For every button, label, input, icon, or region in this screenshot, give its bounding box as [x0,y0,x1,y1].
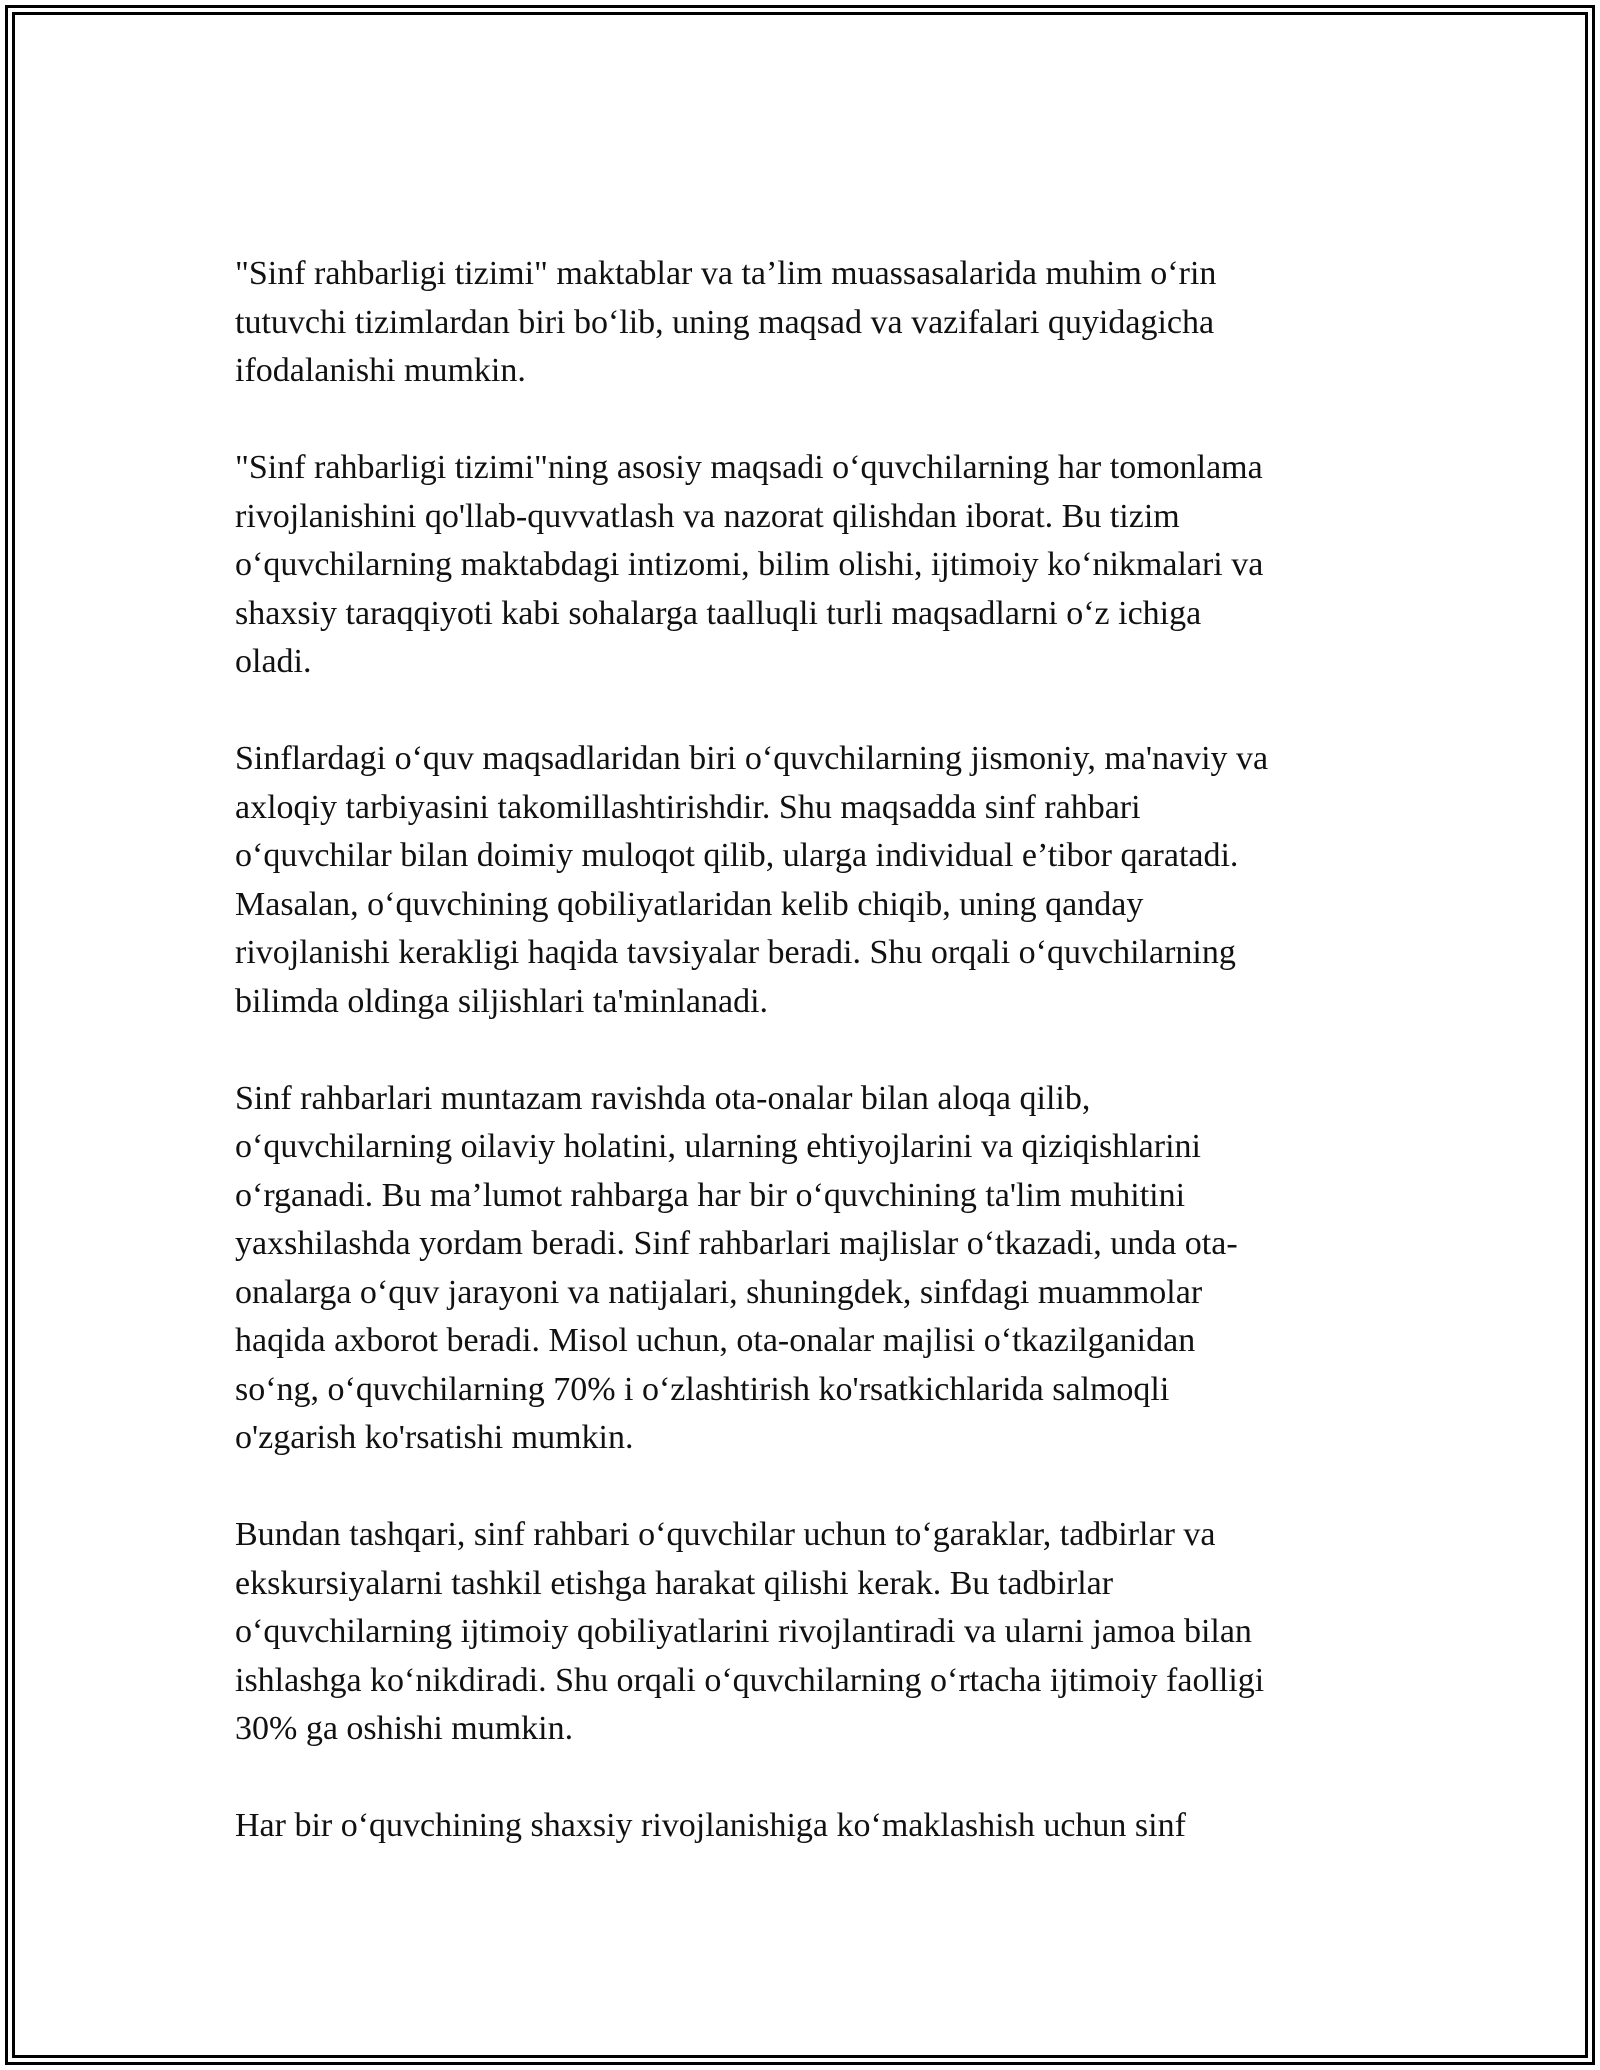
text-line: o‘rganadi. Bu ma’lumot rahbarga har bir o‘quvchining ta'lim muhitini [235,1176,1186,1214]
text-line: so‘ng, o‘quvchilarning 70% i o‘zlashtirish ko'rsatkichlarida salmoqli [235,1370,1170,1408]
text-line: Sinf rahbarlari muntazam ravishda ota-onalar bilan aloqa qilib, [235,1079,1091,1117]
text-line: "Sinf rahbarligi tizimi" maktablar va ta’lim muassasalarida muhim o‘rin [235,255,1217,292]
text-line: axloqiy tarbiyasini takomillashtirishdir. Shu maqsadda sinf rahbari [235,788,1141,826]
text-line: shaxsiy taraqqiyoti kabi sohalarga taalluqli turli maqsadlarni o‘z ichiga [235,594,1202,632]
paragraph-intro [235,250,1365,396]
text-line: Sinflardagi o‘quv maqsadlaridan biri o‘quvchilarning jismoniy, ma'naviy va [235,740,1269,777]
text-line: o‘quvchilar bilan doimiy muloqot qilib, ularga individual e’tibor qaratadi. [235,837,1239,874]
text-line: ishlashga ko‘nikdiradi. Shu orqali o‘quvchilarning o‘rtacha ijtimoiy faolligi [235,1661,1265,1699]
text-line: Har bir o‘quvchining shaxsiy rivojlanishiga ko‘maklashish uchun sinf [235,1807,1186,1844]
text-line: o'zgarish ko'rsatishi mumkin. [235,1419,634,1456]
text-line: bilimda oldinga siljishlari ta'minlanadi. [235,982,769,1020]
text-line: rivojlanishi kerakligi haqida tavsiyalar beradi. Shu orqali o‘quvchilarning [235,934,1236,971]
text-line: "Sinf rahbarligi tizimi"ning asosiy maqsadi o‘quvchilarning har tomonlama [235,449,1263,486]
text-line: tutuvchi tizimlardan biri bo‘lib, uning maqsad va vazifalari quyidagicha [235,303,1215,341]
paragraph-parents [235,1075,1365,1463]
text-line: ifodalanishi mumkin. [235,352,526,389]
paragraph-main-goal [235,444,1365,687]
paragraph-education-goals [235,735,1365,1026]
document-body [235,250,1365,1899]
text-line: Bundan tashqari, sinf rahbari o‘quvchilar uchun to‘garaklar, tadbirlar va [235,1516,1216,1553]
text-line: o‘quvchilarning oilaviy holatini, ularning ehtiyojlarini va qiziqishlarini [235,1128,1201,1165]
text-line: rivojlanishini qo'llab-quvvatlash va nazorat qilishdan iborat. Bu tizim [235,497,1180,535]
text-line: ekskursiyalarni tashkil etishga harakat qilishi kerak. Bu tadbirlar [235,1564,1114,1602]
text-line: o‘quvchilarning maktabdagi intizomi, bilim olishi, ijtimoiy ko‘nikmalari va [235,546,1264,583]
text-line: yaxshilashda yordam beradi. Sinf rahbarlari majlislar o‘tkazadi, unda ota- [235,1225,1238,1262]
text-line: Masalan, o‘quvchining qobiliyatlaridan kelib chiqib, uning qanday [235,885,1144,923]
text-line: onalarga o‘quv jarayoni va natijalari, shuningdek, sinfdagi muammolar [235,1273,1203,1311]
text-line: 30% ga oshishi mumkin. [235,1710,574,1747]
paragraph-activities [235,1511,1365,1754]
text-line: oladi. [235,643,312,680]
paragraph-personal-development [235,1802,1365,1851]
text-line: o‘quvchilarning ijtimoiy qobiliyatlarini rivojlantiradi va ularni jamoa bilan [235,1613,1252,1650]
text-line: haqida axborot beradi. Misol uchun, ota-onalar majlisi o‘tkazilganidan [235,1322,1196,1359]
